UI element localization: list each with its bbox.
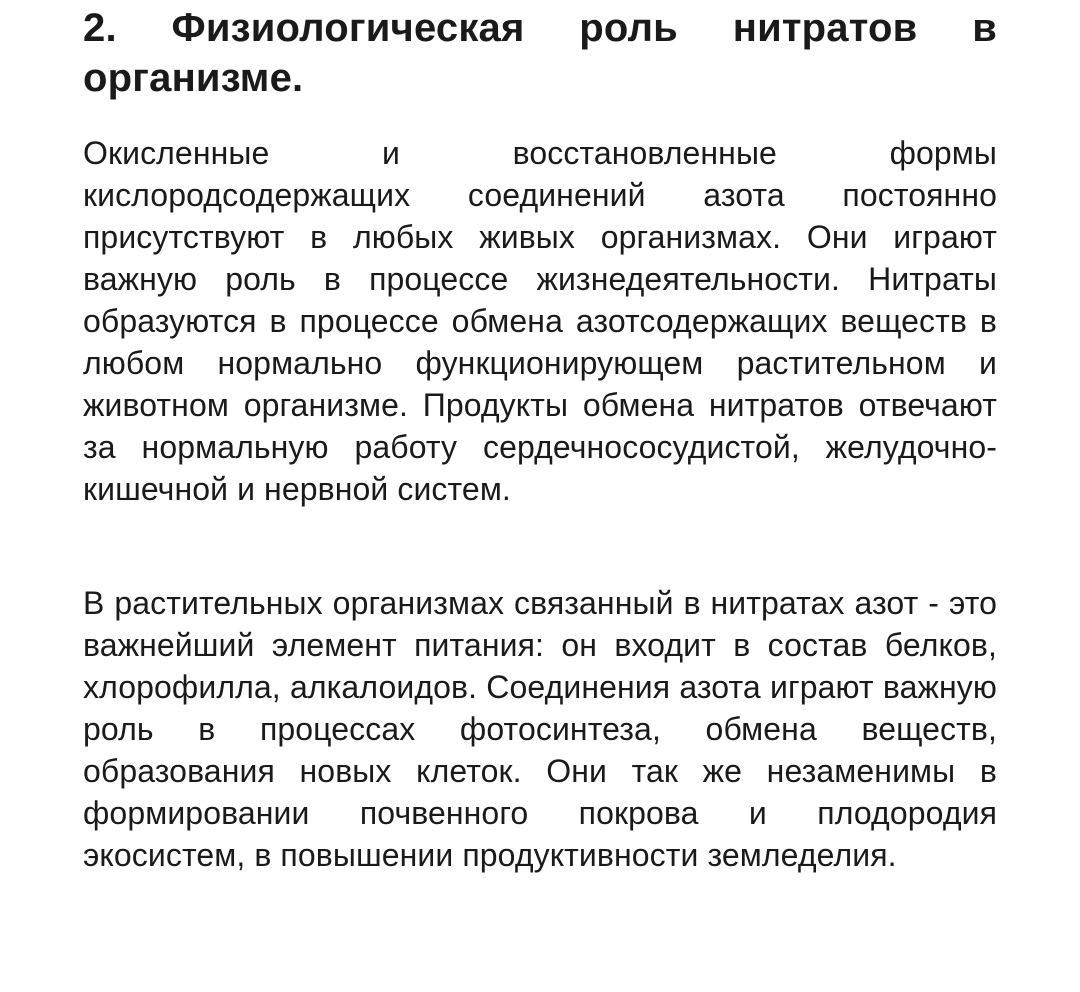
document-page xyxy=(83,0,997,876)
paragraph-nitrates-in-plants: В растительных организмах связанный в нитратах азот - это важнейший элемент питания: он входит в состав белков, хлорофилла, алкалоидов. Соединения азота играют важную роль в процессах фотосинтеза, обмена веществ, образования новых клеток. Они так же незаменимы в формировании почвенного покрова и плодородия экосистем, в повышении продуктивности земледелия. xyxy=(83,585,997,873)
section-heading: 2. Физиологическая роль нитратов в организме. xyxy=(83,6,997,100)
paragraph-nitrates-in-organisms: Окисленные и восстановленные формы кислородсодержащих соединений азота постоянно присутствуют в любых живых организмах. Они играют важную роль в процессе жизнедеятельности. Нитраты образуются в процессе обмена азотсодержащих веществ в любом нормально функционирующем растительном и животном организме. Продукты обмена нитратов отвечают за нормальную работу сердечнососудистой, желудочно-кишечной и нервной систем. xyxy=(83,135,997,507)
